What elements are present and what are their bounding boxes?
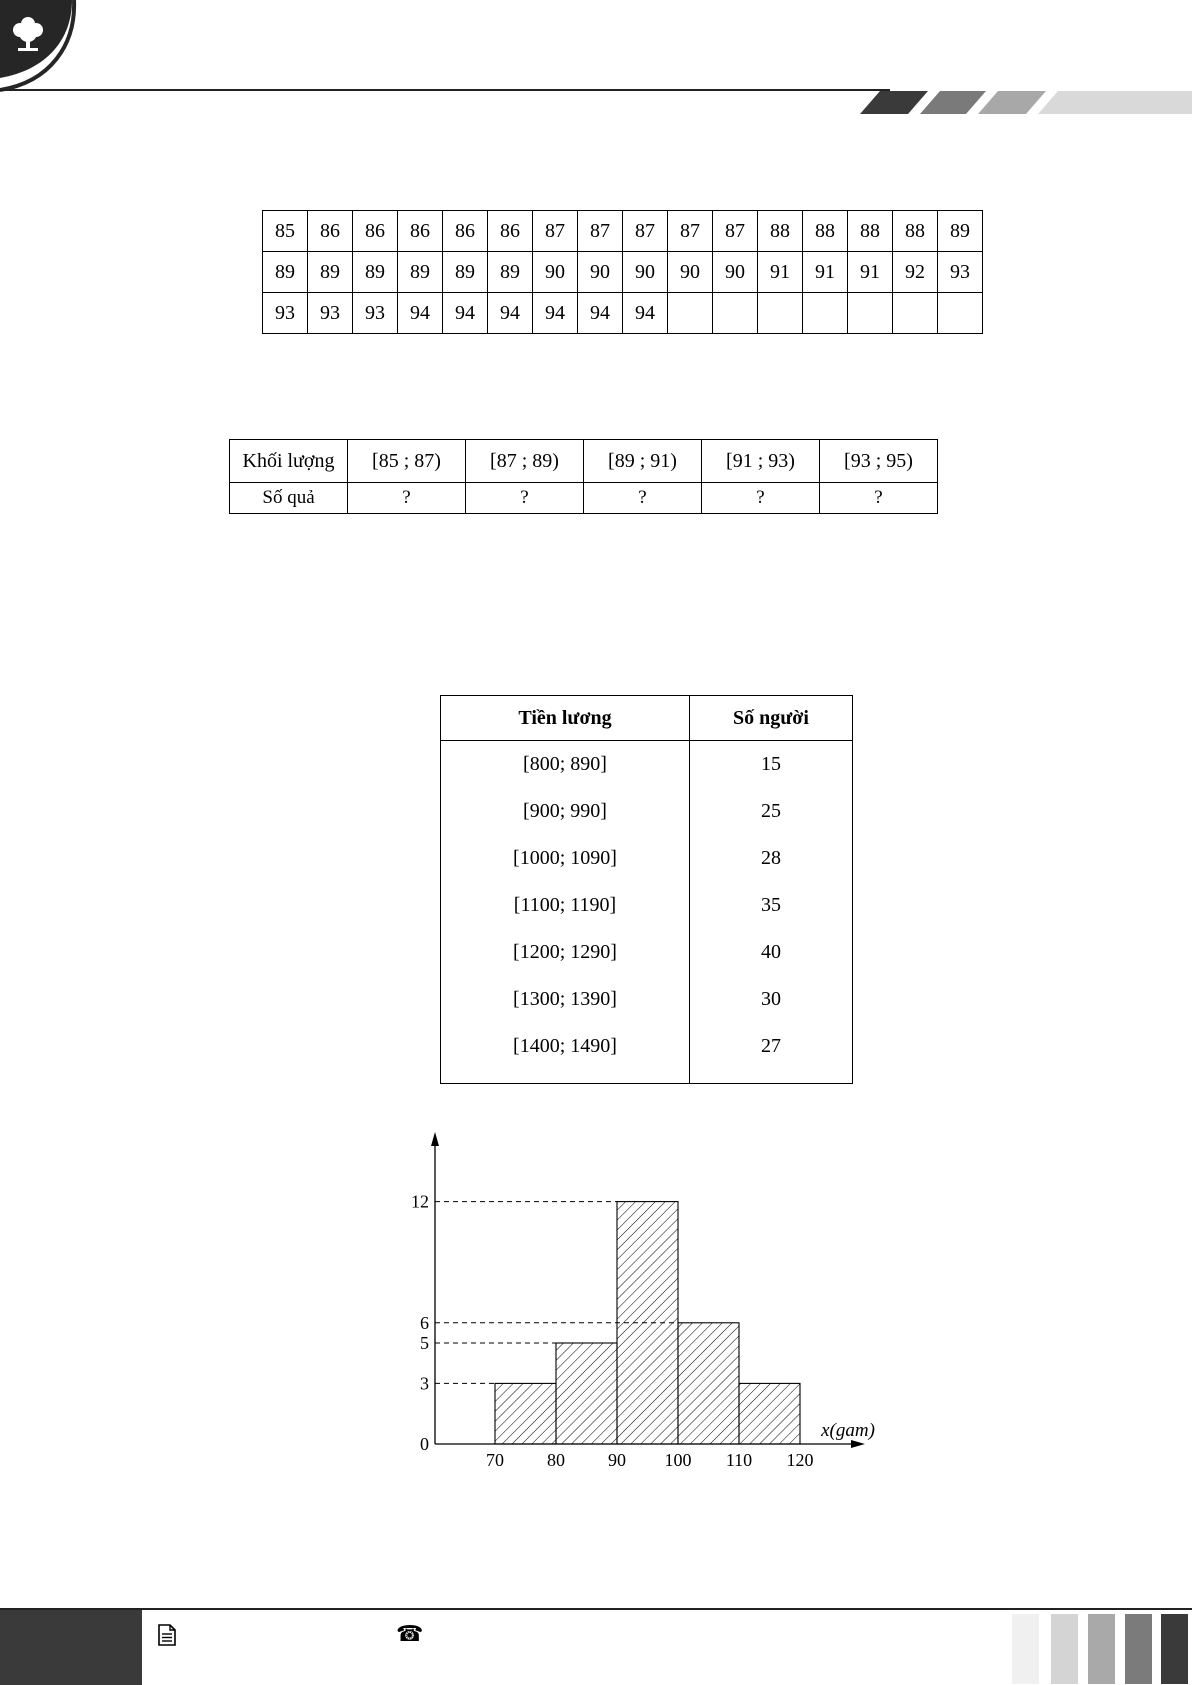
histogram-bar <box>495 1383 556 1444</box>
data-cell: 86 <box>488 211 533 252</box>
data-cell: 87 <box>668 211 713 252</box>
data-cell <box>803 293 848 334</box>
data-cell <box>848 293 893 334</box>
data-cell: 90 <box>713 252 758 293</box>
header-people: Số người <box>690 696 853 741</box>
x-tick-label: 70 <box>486 1450 504 1470</box>
people-count-cell: 28 <box>761 847 781 869</box>
data-cell: 89 <box>443 252 488 293</box>
data-cell: 86 <box>308 211 353 252</box>
data-cell <box>938 293 983 334</box>
count-cell: ? <box>584 483 702 514</box>
count-cell: ? <box>348 483 466 514</box>
data-cell: 89 <box>398 252 443 293</box>
table-row <box>441 788 853 835</box>
table-row <box>230 440 938 483</box>
data-cell: 90 <box>533 252 578 293</box>
data-cell: 89 <box>488 252 533 293</box>
phone-icon: ☎ <box>396 1622 424 1647</box>
salary-range-cell: [1100; 1190] <box>441 882 690 929</box>
data-cell: 94 <box>488 293 533 334</box>
count-cell: ? <box>466 483 584 514</box>
footer-strip <box>1125 1614 1152 1684</box>
data-cell <box>758 293 803 334</box>
people-count-cell: 40 <box>761 941 781 963</box>
people-count-cell: 27 <box>761 1035 781 1057</box>
count-cell: ? <box>820 483 938 514</box>
x-tick-label: 90 <box>608 1450 626 1470</box>
table-header-row <box>441 696 853 741</box>
data-cell: 87 <box>533 211 578 252</box>
salary-range-cell: [900; 990] <box>441 788 690 835</box>
x-tick-label: 80 <box>547 1450 565 1470</box>
grouped-frequency-table <box>229 439 938 514</box>
y-tick-label: 0 <box>420 1434 429 1454</box>
table-row <box>263 293 983 334</box>
data-cell: 94 <box>398 293 443 334</box>
x-tick-label: 110 <box>725 1450 753 1470</box>
histogram-bar <box>556 1343 617 1444</box>
footer-rule <box>0 1608 1192 1610</box>
data-cell: 88 <box>758 211 803 252</box>
people-count-cell: 25 <box>761 800 781 822</box>
data-cell: 90 <box>623 252 668 293</box>
data-cell: 88 <box>803 211 848 252</box>
table-row <box>441 835 853 882</box>
interval-cell: [89 ; 91) <box>584 440 702 483</box>
data-cell: 94 <box>623 293 668 334</box>
data-cell: 87 <box>623 211 668 252</box>
x-axis-label: x(gam) <box>821 1420 875 1441</box>
data-cell: 85 <box>263 211 308 252</box>
footer-strip <box>1051 1614 1078 1684</box>
count-cell: ? <box>702 483 820 514</box>
salary-range-cell: [1300; 1390] <box>441 976 690 1023</box>
table-row <box>441 929 853 976</box>
data-cell: 94 <box>443 293 488 334</box>
data-cell: 93 <box>263 293 308 334</box>
data-cell: 89 <box>938 211 983 252</box>
data-cell: 86 <box>443 211 488 252</box>
y-tick-label: 3 <box>420 1373 429 1394</box>
x-axis-arrow <box>851 1440 865 1448</box>
interval-cell: [87 ; 89) <box>466 440 584 483</box>
salary-range-cell: [800; 890] <box>441 741 690 789</box>
table-row <box>441 1023 853 1084</box>
header-cell-count: Số quả <box>230 483 348 514</box>
histogram-chart <box>400 1130 900 1470</box>
salary-range-cell: [1200; 1290] <box>441 929 690 976</box>
y-axis-arrow <box>431 1132 439 1146</box>
interval-cell: [85 ; 87) <box>348 440 466 483</box>
data-cell: 94 <box>578 293 623 334</box>
table-row <box>263 252 983 293</box>
footer-dark-block <box>0 1610 142 1685</box>
data-cell: 93 <box>308 293 353 334</box>
data-cell <box>893 293 938 334</box>
logo-badge <box>0 0 100 95</box>
salary-range-cell: [1000; 1090] <box>441 835 690 882</box>
data-cell: 88 <box>848 211 893 252</box>
y-tick-label: 5 <box>420 1333 429 1353</box>
header-rule <box>0 89 890 91</box>
header-stripes <box>850 89 1192 117</box>
document-icon <box>158 1624 176 1646</box>
salary-table <box>440 695 853 1084</box>
table-row <box>441 882 853 929</box>
footer-strip <box>1161 1614 1188 1684</box>
y-tick-label: 12 <box>411 1191 429 1212</box>
data-cell: 90 <box>668 252 713 293</box>
data-cell <box>668 293 713 334</box>
table-row <box>441 741 853 789</box>
header-cell-mass: Khối lượng <box>230 440 348 483</box>
interval-cell: [93 ; 95) <box>820 440 938 483</box>
data-cell: 87 <box>713 211 758 252</box>
data-cell: 92 <box>893 252 938 293</box>
data-cell: 86 <box>398 211 443 252</box>
table-row <box>263 211 983 252</box>
people-count-cell: 35 <box>761 894 781 916</box>
interval-cell: [91 ; 93) <box>702 440 820 483</box>
x-tick-label: 100 <box>664 1450 692 1470</box>
data-cell: 90 <box>578 252 623 293</box>
data-cell: 87 <box>578 211 623 252</box>
footer-strip <box>1088 1614 1115 1684</box>
data-cell: 91 <box>758 252 803 293</box>
data-cell: 91 <box>803 252 848 293</box>
table-row <box>230 483 938 514</box>
raw-data-table <box>262 210 983 334</box>
salary-range-cell: [1400; 1490] <box>441 1023 690 1084</box>
data-cell: 89 <box>263 252 308 293</box>
table-row <box>441 976 853 1023</box>
data-cell: 88 <box>893 211 938 252</box>
data-cell: 94 <box>533 293 578 334</box>
data-cell: 93 <box>938 252 983 293</box>
histogram-bar <box>678 1323 739 1444</box>
x-tick-label: 120 <box>786 1450 814 1470</box>
footer-strip <box>1012 1614 1039 1684</box>
data-cell: 91 <box>848 252 893 293</box>
people-count-cell: 30 <box>761 988 781 1010</box>
y-tick-label: 6 <box>420 1312 429 1333</box>
data-cell <box>713 293 758 334</box>
data-cell: 89 <box>308 252 353 293</box>
data-cell: 86 <box>353 211 398 252</box>
people-count-cell: 15 <box>761 753 781 775</box>
data-cell: 89 <box>353 252 398 293</box>
histogram-bar <box>739 1383 800 1444</box>
data-cell: 93 <box>353 293 398 334</box>
header-salary: Tiền lương <box>441 696 690 741</box>
